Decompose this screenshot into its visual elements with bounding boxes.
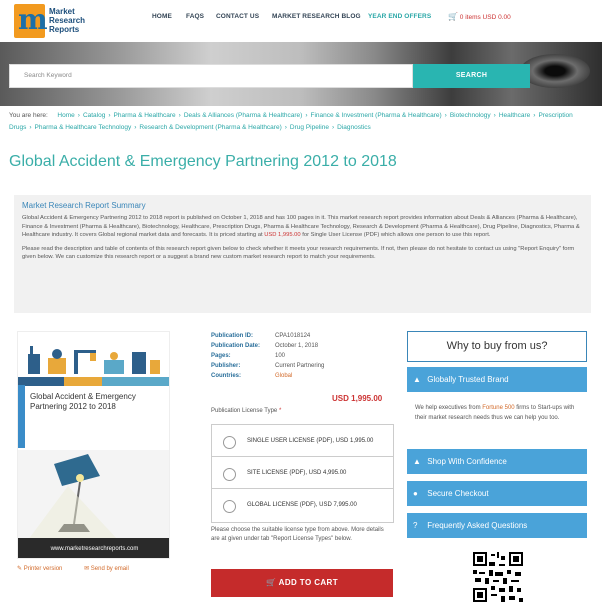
chevron-right-icon: › <box>108 112 111 119</box>
faq-tab[interactable] <box>407 513 587 538</box>
radio-button[interactable] <box>223 468 236 481</box>
breadcrumb-item[interactable]: Drug Pipeline <box>289 124 329 131</box>
detail-row <box>211 331 324 341</box>
secure-checkout-tab[interactable] <box>407 481 587 506</box>
banner-cat-eye <box>520 54 590 88</box>
summary-text: for Single User License (PDF) which allows one person to use this report. <box>302 232 491 239</box>
license-option-label: GLOBAL LICENSE (PDF), USD 7,995.00 <box>247 502 357 508</box>
license-option-global[interactable] <box>211 488 394 523</box>
send-by-email-link[interactable]: ✉ Send by email <box>84 566 129 572</box>
report-summary <box>14 195 591 313</box>
chevron-right-icon: › <box>77 112 80 119</box>
site-logo[interactable] <box>14 4 92 38</box>
logo-line: Market <box>49 7 75 16</box>
summary-paragraph <box>22 214 583 240</box>
desk-lamp-illustration <box>18 450 170 540</box>
detail-row <box>211 341 324 351</box>
chevron-right-icon: › <box>178 112 181 119</box>
side-tab-label: Secure Checkout <box>427 489 489 498</box>
license-option-single-user[interactable] <box>211 424 394 459</box>
nav-faqs[interactable]: FAQS <box>186 13 205 20</box>
detail-row <box>211 351 324 361</box>
chevron-right-icon: › <box>444 112 447 119</box>
license-label-text: Publication License Type <box>211 408 278 414</box>
question-icon: ? <box>413 521 418 530</box>
cart-label: 0 items USD 0.00 <box>459 14 511 21</box>
report-price: USD 1,995.00 <box>332 394 383 403</box>
chevron-right-icon: › <box>305 112 308 119</box>
qr-code <box>471 550 525 604</box>
breadcrumb-prefix: You are here: <box>9 112 48 119</box>
printer-version-link[interactable]: ✎ Printer version <box>17 566 63 572</box>
page-title: Global Accident & Emergency Partnering 2012 to 2018 <box>9 153 397 170</box>
detail-value: October 1, 2018 <box>275 343 319 349</box>
summary-text: Global Accident & Emergency Partnering 2012 to 2018 report is published on October 1, 2018 and has 100 pages in it. This market research report provides information about Deals & Alliances (Pharma & Healthcare), Finance & Investment (Pharma & Healthcare), Biotechnology, Healthcare, Prescription Drugs, Pharma & Healthcare Technology, Research & Development (Pharma & Healthcare), Drug Pipeline, Diagnostics, Pharma & Healthcare industry. It covers Global regional market data and forecasts. It is priced starting at <box>22 215 580 239</box>
shop-with-confidence-tab[interactable] <box>407 449 587 474</box>
breadcrumb-item[interactable]: Deals & Alliances (Pharma & Healthcare) <box>183 112 303 119</box>
printer-version-label: Printer version <box>23 566 63 572</box>
detail-value: 100 <box>275 353 286 359</box>
report-actions <box>17 565 149 572</box>
radio-button[interactable] <box>223 500 236 513</box>
detail-value[interactable]: Global <box>275 373 293 379</box>
license-option-label: SINGLE USER LICENSE (PDF), USD 1,995.00 <box>247 438 374 444</box>
search-input[interactable]: Search Keyword <box>9 64 413 88</box>
detail-key: Publication ID: <box>211 333 253 339</box>
breadcrumb-item[interactable]: Pharma & Healthcare Technology <box>34 124 132 131</box>
thumbs-up-icon: ▲ <box>413 457 421 466</box>
thumbs-up-icon: ▲ <box>413 375 421 384</box>
chevron-right-icon: › <box>533 112 536 119</box>
publication-details <box>211 331 324 381</box>
cover-top <box>18 332 170 385</box>
nav-year-end-offers[interactable]: YEAR END OFFERS <box>368 13 432 20</box>
chevron-right-icon: › <box>331 124 335 131</box>
summary-price: USD 1,995.00 <box>264 232 301 239</box>
breadcrumb-item[interactable]: Diagnostics <box>337 124 371 131</box>
logo-line: Reports <box>49 25 80 34</box>
logo-letter: m <box>18 3 48 36</box>
nav-market-research-blog[interactable]: MARKET RESEARCH BLOG <box>272 13 361 20</box>
license-option-label: SITE LICENSE (PDF), USD 4,995.00 <box>247 470 347 476</box>
search-button[interactable]: SEARCH <box>413 64 530 88</box>
breadcrumb-item[interactable]: Catalog <box>82 112 106 119</box>
site-header <box>0 0 602 42</box>
summary-heading: Market Research Report Summary <box>22 201 146 210</box>
cart-summary[interactable] <box>448 12 511 21</box>
globally-trusted-text <box>415 403 580 423</box>
license-option-site[interactable] <box>211 456 394 491</box>
breadcrumb-item[interactable]: Home <box>57 112 75 119</box>
nav-home[interactable]: HOME <box>152 13 172 20</box>
chevron-right-icon: › <box>493 112 496 119</box>
cover-title: Global Accident & Emergency Partnering 2012 to 2018 <box>30 392 136 411</box>
summary-paragraph: Please read the description and table of contents of this research report given below to check whether it meets your research requirements. If not, then please do not hesitate to contact us using "Report Enquiry" form given below. We can customize this research report or a suggest a brand new custom market research report to match your requirements. <box>22 245 575 261</box>
logo-line: Research <box>49 16 86 25</box>
breadcrumb <box>9 110 595 134</box>
detail-row <box>211 361 324 371</box>
add-to-cart-button[interactable] <box>211 569 393 597</box>
cover-accent-bar <box>18 385 25 448</box>
report-cover-image <box>17 331 170 559</box>
side-tab-label: Shop With Confidence <box>427 457 507 466</box>
cover-stripe <box>18 377 170 386</box>
breadcrumb-item[interactable]: Pharma & Healthcare <box>113 112 176 119</box>
add-to-cart-label: ADD TO CART <box>278 578 339 587</box>
fortune-500-highlight: Fortune 500 <box>482 405 515 411</box>
chevron-right-icon: › <box>29 124 32 131</box>
factory-machines-illustration <box>24 340 164 378</box>
detail-key: Publication Date: <box>211 343 261 349</box>
detail-key: Pages: <box>211 353 231 359</box>
license-type-label <box>211 408 281 414</box>
shopping-cart-icon: 🛒 <box>448 12 458 21</box>
logo-mark <box>14 3 48 38</box>
logo-text <box>49 7 85 34</box>
send-by-email-label: Send by email <box>90 566 129 572</box>
nav-contact-us[interactable]: CONTACT US <box>216 13 260 20</box>
cart-icon: 🛒 <box>265 578 277 587</box>
detail-key: Countries: <box>211 373 241 379</box>
breadcrumb-item[interactable]: Research & Development (Pharma & Healthcare) <box>139 124 282 131</box>
globally-trusted-brand-tab[interactable] <box>407 367 587 392</box>
breadcrumb-item[interactable]: Healthcare <box>498 112 531 119</box>
why-buy-heading: Why to buy from us? <box>407 331 587 362</box>
chevron-right-icon: › <box>284 124 287 131</box>
detail-value: CPA1018124 <box>275 333 311 339</box>
detail-row <box>211 371 324 381</box>
detail-value: Current Partnering <box>275 363 325 369</box>
lock-icon: ● <box>413 489 418 498</box>
radio-button[interactable] <box>223 436 236 449</box>
chevron-right-icon: › <box>134 124 137 131</box>
license-note: Please choose the suitable license type from above. More details are at given under tab "Report License Types" below. <box>211 527 384 542</box>
side-tab-label: Frequently Asked Questions <box>427 521 528 530</box>
cover-footer-url: www.marketresearchreports.com <box>18 538 170 559</box>
side-text-part: firms to Start-ups with their market research needs thus we can help you too. <box>415 405 575 421</box>
breadcrumb-item[interactable]: Prescription Drugs <box>9 112 573 131</box>
side-tab-label: Globally Trusted Brand <box>427 375 509 384</box>
breadcrumb-item[interactable]: Finance & Investment (Pharma & Healthcare) <box>310 112 442 119</box>
detail-key: Publisher: <box>211 363 241 369</box>
side-text-part: We help executives from <box>415 405 481 411</box>
breadcrumb-item[interactable]: Biotechnology <box>449 112 491 119</box>
required-mark: * <box>278 408 282 414</box>
